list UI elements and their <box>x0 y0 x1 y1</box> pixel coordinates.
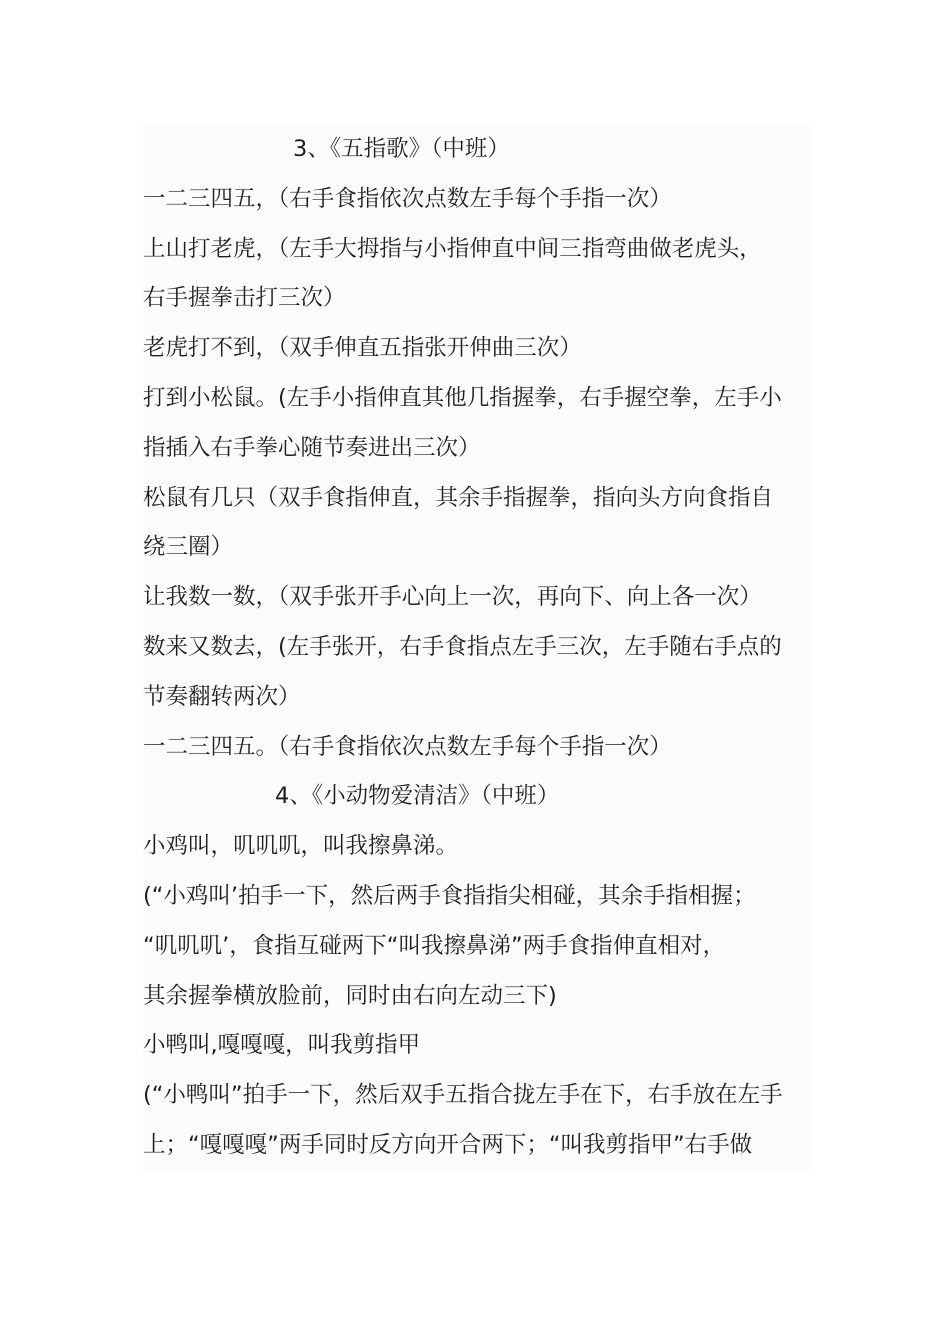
text-line: 小鸭叫,嘎嘎嘎，叫我剪指甲 <box>143 1032 421 1059</box>
text-line: 上山打老虎，（左手大拇指与小指伸直中间三指弯曲做老虎头， <box>143 235 762 262</box>
text-line: 上；“嘎嘎嘎”两手同时反方向开合两下；“叫我剪指甲”右手做 <box>143 1131 753 1158</box>
text-line: 松鼠有几只（双手食指伸直，其余手指握拳，指向头方向食指自 <box>143 484 774 511</box>
text-line: 一二三四五。（右手食指依次点数左手每个手指一次） <box>143 733 672 760</box>
text-line: 数来又数去，(左手张开，右手食指点左手三次，左手随右手点的 <box>143 633 782 660</box>
section-heading-little-animals-love-cleanliness: 4、《小动物爱清洁》（中班） <box>275 783 560 810</box>
text-line: 小鸡叫，叽叽叽，叫我擦鼻涕。 <box>143 833 459 860</box>
text-line: 一二三四五，（右手食指依次点数左手每个手指一次） <box>143 185 672 212</box>
section-heading-five-finger-song: 3、《五指歌》（中班） <box>293 136 510 162</box>
text-block <box>143 125 811 1171</box>
text-line: 右手握拳击打三次） <box>143 285 346 312</box>
text-line: 老虎打不到，（双手伸直五指张开伸曲三次） <box>143 335 582 362</box>
text-line: 指插入右手拳心随节奏进出三次） <box>143 434 481 461</box>
text-line: “叽叽叽’，食指互碰两下“叫我擦鼻涕”两手食指伸直相对， <box>143 932 726 959</box>
text-line: 节奏翻转两次） <box>143 683 301 710</box>
text-line: 绕三圈） <box>143 534 234 561</box>
text-line: (“小鸭叫”拍手一下，然后双手五指合拢左手在下，右手放在左手 <box>143 1082 783 1109</box>
text-line: (“小鸡叫’拍手一下，然后两手食指指尖相碰，其余手指相握； <box>143 882 756 909</box>
text-line: 让我数一数，（双手张开手心向上一次，再向下、向上各一次） <box>143 584 762 611</box>
text-line: 其余握拳横放脸前，同时由右向左动三下) <box>143 982 557 1009</box>
text-line: 打到小松鼠。(左手小指伸直其他几指握拳，右手握空拳，左手小 <box>143 384 782 411</box>
